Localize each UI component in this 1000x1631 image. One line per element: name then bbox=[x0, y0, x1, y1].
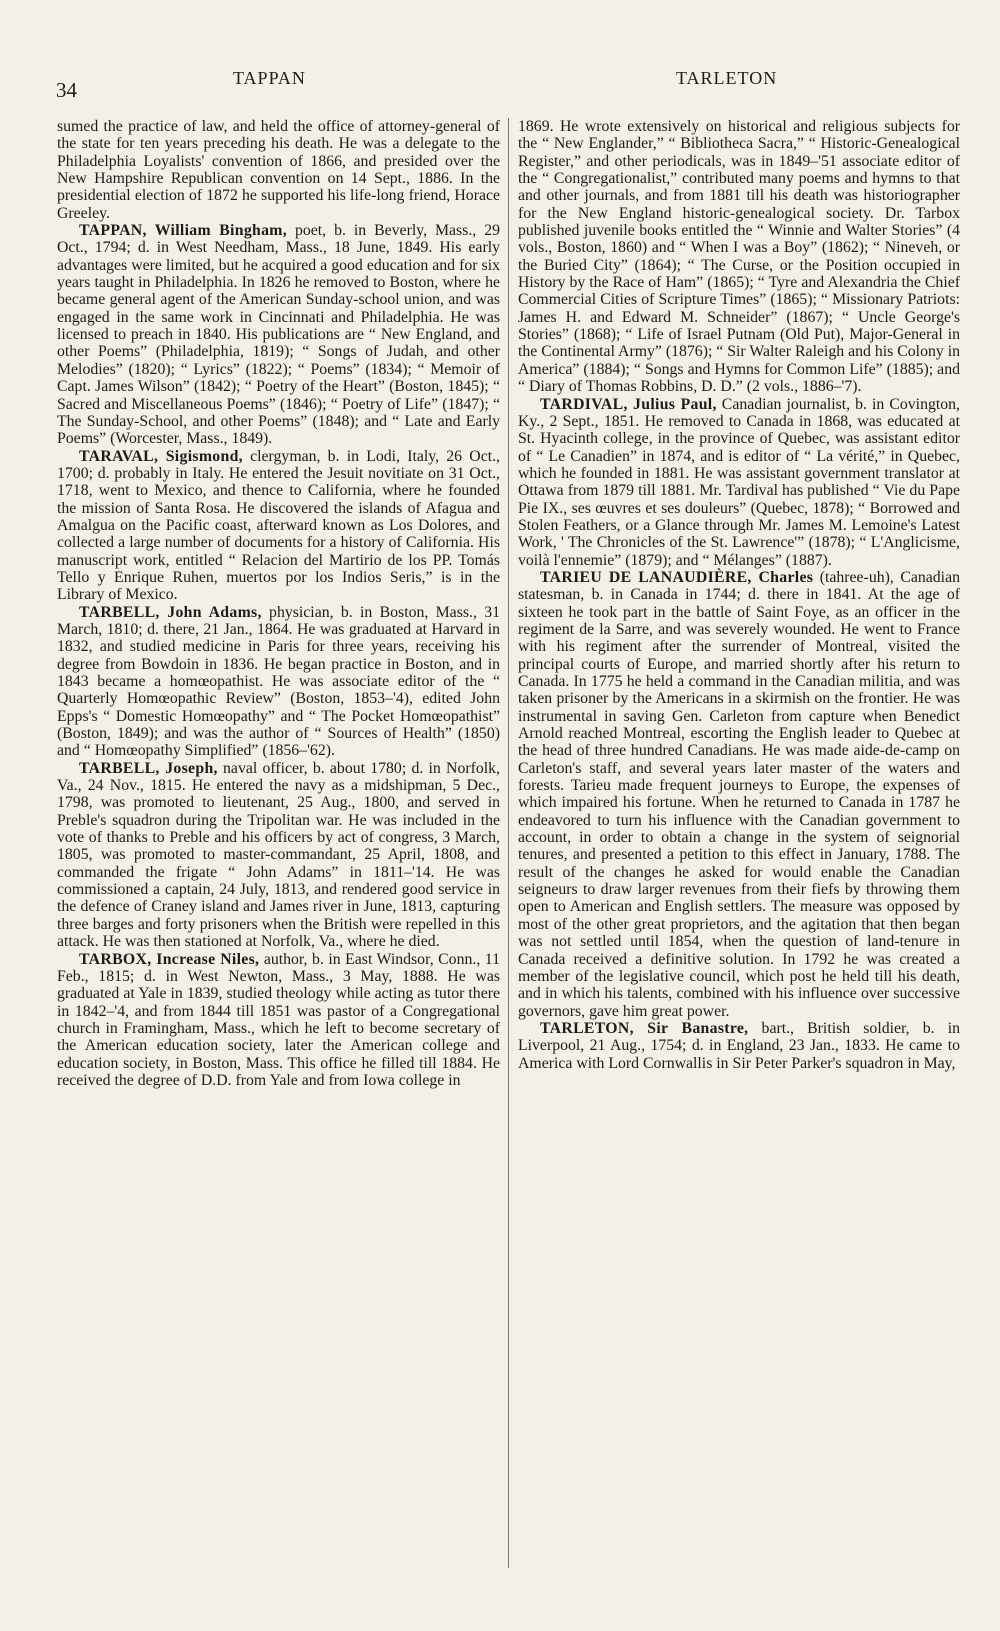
running-head bbox=[0, 62, 1000, 102]
entry-headword: TARBELL, John Adams, bbox=[79, 603, 262, 621]
entry-text: Canadian journalist, b. in Covington, Ky., 2 Sept., 1851. He removed to Canada in 1868, was educated at St. Hyacinth college, in the province of Quebec, was assistant editor of “ Le Canadien” in 1874, and is editor of “ La vérité,” in Quebec, which he founded in 1881. He was assistant government translator at Ottawa from 1879 till 1881. Mr. Tardival has published “ Vie du Pape Pie IX., ses œuvres et ses douleurs” (Quebec, 1878); “ Borrowed and Stolen Feathers, or a Glance through Mr. James M. Lemoine's Latest Work, ' The Chronicles of the St. Lawrence'” (1878); “ L'Anglicisme, voilà l'ennemie” (1879); and “ Mélanges” (1887). bbox=[518, 395, 960, 569]
column-divider bbox=[508, 118, 509, 1568]
page-number: 34 bbox=[56, 78, 77, 102]
entry-text: clergyman, b. in Lodi, Italy, 26 Oct., 1700; d. probably in Italy. He entered the Jesuit novitiate on 31 Oct., 1718, went to Mexico, and thence to California, where he founded the mission of Santa Rosa. He discovered the islands of Afagua and Amalgua on the Pacific coast, afterward known as Los Dolores, and collected a large number of documents for a history of California. His manuscript work, entitled “ Relacion del Martirio de los PP. Tomás Tello y Enrique Ruhen, muertos por los Indios Seris,” is in the Library of Mexico. bbox=[57, 447, 500, 604]
entry-text: physician, b. in Boston, Mass., 31 March, 1810; d. there, 21 Jan., 1864. He was graduated at Harvard in 1832, and studied medicine in Paris for three years, receiving his degree from Bowdoin in 1836. He began practice in Boston, and in 1843 became a homœopathist. He was associate editor of the “ Quarterly Homœopathic Review” (Boston, 1853–'4), edited John Epps's “ Domestic Homœopathy” and “ The Pocket Homœopathist” (Boston, 1849); and was the author of “ Sources of Health” (1850) and “ Homœopathy Simplified” (1856–'62). bbox=[57, 603, 500, 760]
entry-text: naval officer, b. about 1780; d. in Norfolk, Va., 24 Nov., 1815. He entered the navy as a midshipman, 5 Dec., 1798, was promoted to lieutenant, 25 Aug., 1800, and served in Preble's squadron during the Tripolitan war. He was included in the vote of thanks to Preble and his officers by act of congress, 3 March, 1805, was promoted to master-commandant, 25 April, 1808, and commanded the frigate “ John Adams” in 1811–'14. He was commissioned a captain, 24 July, 1813, and rendered good service in the defence of Craney island and James river in June, 1813, capturing three barges and forty prisoners when the British were repelled in this attack. He was then stationed at Norfolk, Va., where he died. bbox=[57, 759, 500, 951]
entry-text: author, b. in East Windsor, Conn., 11 Feb., 1815; d. in West Newton, Mass., 3 May, 1888. He was graduated at Yale in 1839, studied theology while acting as tutor there in 1842–'4, and from 1844 till 1851 was pastor of a Congregational church in Framingham, Mass., which he left to become secretary of the American education society, later the American college and education society, in Boston, Mass. This office he filled till 1884. He received the degree of D.D. from Yale and from Iowa college in bbox=[57, 950, 500, 1089]
entry-headword: TARBOX, Increase Niles, bbox=[79, 950, 260, 968]
entry-text: (tahree-uh), Canadian statesman, b. in Canada in 1744; d. there in 1841. At the age of sixteen he took part in the battle of Saint Foye, as an officer in the regiment de la Sarre, and was severely wounded. He went to France with his regiment after the surrender of Montreal, visited the principal courts of Europe, and married shortly after his return to Canada. In 1775 he held a command in the Canadian militia, and was taken prisoner by the Americans in a skirmish on the frontier. He was instrumental in saving Gen. Carleton from capture when Benedict Arnold reached Montreal, escorting the English leader to Quebec at the head of three hundred Canadians. He was made aide-de-camp on Carleton's staff, and several years later master of the waters and forests. Tarieu made frequent journeys to Europe, the expenses of which impaired his fortune. When he returned to Canada in 1787 he endeavored to turn his influence with the Canadian government to account, in order to obtain a change in the system of seignorial tenures, and presented a petition to this effect in January, 1788. The result of the changes he asked for would enable the Canadian seigneurs to draw larger revenues from their fiefs by throwing them open to American and English settlers. The measure was opposed by most of the other great proprietors, and the agitation that then began was not settled until 1854, when the question of land-tenure in Canada received a definitive solution. In 1792 he was created a member of the legislative council, which post he held till his death, and in which his talents, combined with his influence over successive governors, gave him great power. bbox=[518, 568, 960, 1020]
entry-paragraph: sumed the practice of law, and held the office of attorney-general of the state for ten years preceding his death. He was a delegate to the Philadelphia Loyalists' convention of 1866, and presided over the New Hampshire Republican convention on 14 Sept., 1886. In the presidential election of 1872 he supported his life-long friend, Horace Greeley. bbox=[57, 118, 500, 222]
right-running-head: TARLETON bbox=[676, 68, 778, 88]
entry-paragraph bbox=[57, 951, 500, 1090]
right-column bbox=[518, 118, 960, 1628]
left-column bbox=[57, 118, 500, 1628]
entry-paragraph bbox=[518, 396, 960, 569]
entry-headword: TARBELL, Joseph, bbox=[79, 759, 218, 777]
entry-paragraph bbox=[57, 448, 500, 604]
entry-headword: TAPPAN, William Bingham, bbox=[79, 222, 288, 240]
entry-paragraph: 1869. He wrote extensively on historical and religious subjects for the “ New Englander,” “ Bibliotheca Sacra,” “ Historic-Genealogical Register,” and other periodicals, was in 1849–'51 associate editor of the “ Congregationalist,” contributed many poems and hymns to that and other journals, and from 1881 till his death was historiographer for the New England historic-genealogical society. Dr. Tarbox published juvenile books entitled the “ Winnie and Walter Stories” (4 vols., Boston, 1860) and “ When I was a Boy” (1862); “ Nineveh, or the Buried City” (1864); “ The Curse, or the Position occupied in History by the Race of Ham” (1865); “ Tyre and Alexandria the Chief Commercial Cities of Scripture Times” (1865); “ Missionary Patriots: James H. and Edward M. Schneider” (1867); “ Uncle George's Stories” (1868); “ Life of Israel Putnam (Old Put), Major-General in the Continental Army” (1876); “ Sir Walter Raleigh and his Colony in America” (1884); “ Songs and Hymns for Common Life” (1885); and “ Diary of Thomas Robbins, D. D.” (2 vols., 1886–'7). bbox=[518, 118, 960, 396]
entry-paragraph bbox=[518, 1020, 960, 1072]
left-running-head: TAPPAN bbox=[233, 68, 306, 88]
entry-paragraph bbox=[57, 222, 500, 447]
entry-headword: TARIEU DE LANAUDIÈRE, Charles bbox=[540, 568, 814, 586]
entry-headword: TARLETON, Sir Banastre, bbox=[540, 1019, 749, 1037]
entry-text: bart., British soldier, b. in Liverpool, 21 Aug., 1754; d. in England, 23 Jan., 1833. He came to America with Lord Cornwallis in Sir Peter Parker's squadron in May, bbox=[518, 1019, 960, 1072]
entry-headword: TARAVAL, Sigismond, bbox=[79, 447, 243, 465]
entry-paragraph bbox=[57, 604, 500, 760]
entry-text: poet, b. in Beverly, Mass., 29 Oct., 1794; d. in West Needham, Mass., 18 June, 1849. His early advantages were limited, but he acquired a good education and for six years taught in Philadelphia. In 1826 he removed to Boston, where he became general agent of the American Sunday-school union, and was engaged in the same work in Cincinnati and Philadelphia. He was licensed to preach in 1840. His publications are “ New England, and other Poems” (Philadelphia, 1819); “ Songs of Judah, and other Melodies” (1820); “ Lyrics” (1822); “ Poems” (1834); “ Memoir of Capt. James Wilson” (1842); “ Poetry of the Heart” (Boston, 1845); “ Sacred and Miscellaneous Poems” (1846); “ Poetry of Life” (1847); “ The Sunday-School, and other Poems” (1848); and “ Late and Early Poems” (Worcester, Mass., 1849). bbox=[57, 222, 500, 448]
entry-paragraph bbox=[57, 760, 500, 951]
entry-headword: TARDIVAL, Julius Paul, bbox=[540, 395, 717, 413]
entry-paragraph bbox=[518, 569, 960, 1020]
